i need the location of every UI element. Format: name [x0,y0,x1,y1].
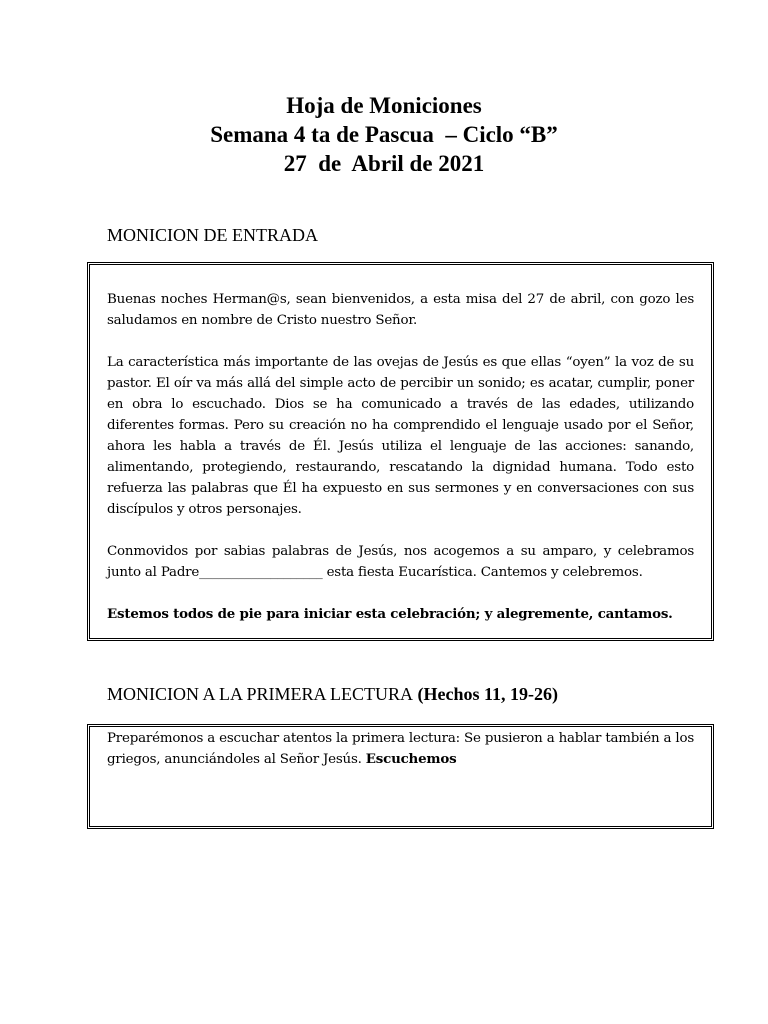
entrada-paragraph-4: Estemos todos de pie para iniciar esta celebración; y alegremente, cantamos. [107,606,673,622]
title-line-1: Hoja de Moniciones [286,93,482,118]
primera-lectura-heading-main: MONICION A LA PRIMERA LECTURA [107,684,414,704]
title-line-2: Semana 4 ta de Pascua – Ciclo “B” [210,122,558,147]
monicion-primera-lectura-text [107,728,694,770]
primera-lectura-paragraph [107,728,694,770]
primera-lectura-body: Preparémonos a escuchar atentos la primera lectura: Se pusieron a hablar también a los griegos, anunciándoles al Señor Jesús. [107,731,694,767]
monicion-primera-lectura-box [87,724,714,829]
entrada-paragraph-3: Conmovidos por sabias palabras de Jesús, nos acogemos a su amparo, y celebramos junto al Padre___________________ esta fiesta Eucarística. Cantemos y celebremos. [107,544,694,580]
primera-lectura-escuchemos: Escuchemos [365,751,457,767]
title-line-3: 27 de Abril de 2021 [283,151,485,176]
monicion-entrada-text [107,289,694,625]
document-title [0,91,768,178]
primera-lectura-heading-reference: (Hechos 11, 19-26) [413,684,559,704]
monicion-entrada-box [87,262,714,641]
section-heading-primera-lectura [107,684,558,705]
entrada-paragraph-2: La característica más importante de las ovejas de Jesús es que ellas “oyen” la voz de su pastor. El oír va más allá del simple acto de percibir un sonido; es acatar, cumplir, poner en obra lo escuchado. Dios se ha comunicado a través de las edades, utilizando diferentes formas. Pero su creación no ha comprendido el lenguaje usado por el Señor, ahora les habla a través de Él. Jesús utiliza el lenguaje de las acciones: sanando, alimentando, protegiendo, restaurando, rescatando la dignidad humana. Todo esto refuerza las palabras que Él ha expuesto en sus sermones y en conversaciones con sus discípulos y otros personajes. [107,355,694,517]
section-heading-entrada: MONICION DE ENTRADA [107,225,318,245]
entrada-paragraph-1: Buenas noches Herman@s, sean bienvenidos, a esta misa del 27 de abril, con gozo les saludamos en nombre de Cristo nuestro Señor. [107,292,694,328]
